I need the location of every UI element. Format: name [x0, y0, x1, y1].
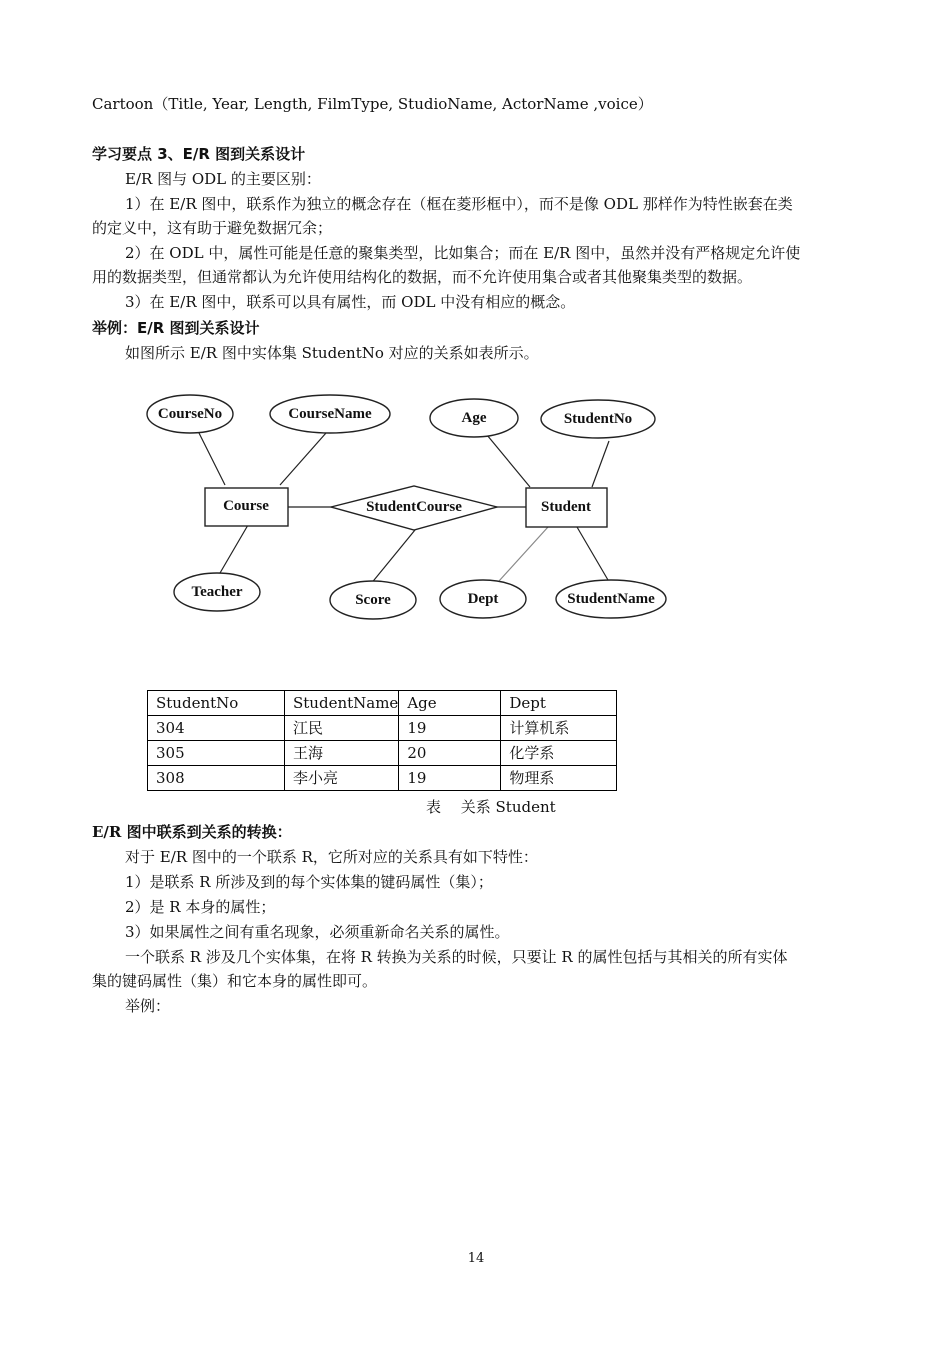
attr-dept-label: Dept: [467, 591, 499, 607]
section-heading: E/R 图中联系到关系的转换：: [92, 823, 292, 841]
table-row: [148, 716, 617, 741]
table-cell: 江民: [285, 716, 399, 741]
connector-line: [198, 431, 225, 485]
paragraph: 一个联系 R 涉及几个实体集，在将 R 转换为关系的时候，只要让 R 的属性包括与其相关的所有实体: [125, 948, 788, 966]
student-relation-table: [147, 690, 617, 791]
attr-score-label: Score: [355, 592, 391, 608]
paragraph: 3）如果属性之间有重名现象，必须重新命名关系的属性。: [125, 923, 510, 941]
attr-coursename-label: CourseName: [288, 406, 372, 422]
attr-studentno-label: StudentNo: [563, 411, 633, 427]
paragraph: 3）在 E/R 图中，联系可以具有属性，而 ODL 中没有相应的概念。: [125, 293, 576, 311]
table-cell: 计算机系: [501, 716, 617, 741]
table-header-cell: StudentName: [285, 691, 399, 716]
table-cell: 李小亮: [285, 766, 399, 791]
table-caption: 表 关系 Student: [426, 798, 556, 816]
table-cell: 王海: [285, 741, 399, 766]
example-heading: 举例：E/R 图到关系设计: [92, 319, 260, 337]
table-header-cell: Dept: [501, 691, 617, 716]
section-heading: 学习要点 3、E/R 图到关系设计: [92, 145, 306, 163]
paragraph: 如图所示 E/R 图中实体集 StudentNo 对应的关系如表所示。: [125, 344, 539, 362]
connector-line: [577, 527, 608, 580]
paragraph: 1）在 E/R 图中，联系作为独立的概念存在（框在菱形框中），而不是像 ODL 那样作为特性嵌套在类: [125, 195, 793, 213]
paragraph: 用的数据类型，但通常都认为允许使用结构化的数据，而不允许使用集合或者其他聚集类型的数据。: [92, 268, 753, 286]
attr-studentname-label: StudentName: [567, 591, 655, 607]
table-row: [148, 741, 617, 766]
attr-age-label: Age: [461, 410, 487, 426]
connector-line: [592, 441, 609, 487]
table-cell: 304: [148, 716, 285, 741]
entity-course-label: Course: [223, 498, 269, 514]
schema-line: Cartoon（Title, Year, Length, FilmType, StudioName, ActorName ,voice）: [92, 95, 653, 113]
connector-line: [280, 433, 326, 485]
table-cell: 化学系: [501, 741, 617, 766]
table-cell: 308: [148, 766, 285, 791]
table-row: [148, 766, 617, 791]
table-header-row: [148, 691, 617, 716]
table-cell: 物理系: [501, 766, 617, 791]
table-cell: 19: [399, 766, 501, 791]
attr-courseno-label: CourseNo: [157, 406, 223, 422]
connector-line: [370, 530, 415, 585]
paragraph: 集的键码属性（集）和它本身的属性即可。: [92, 972, 378, 990]
relationship-label: StudentCourse: [366, 499, 462, 515]
table-header-cell: Age: [399, 691, 501, 716]
table-header-cell: StudentNo: [148, 691, 285, 716]
entity-student-label: Student: [540, 499, 592, 515]
table-cell: 305: [148, 741, 285, 766]
paragraph: 举例：: [125, 997, 171, 1015]
table-cell: 20: [399, 741, 501, 766]
er-diagram: [130, 385, 690, 645]
table-cell: 19: [399, 716, 501, 741]
paragraph: 对于 E/R 图中的一个联系 R，它所对应的关系具有如下特性：: [125, 848, 538, 866]
connector-line: [220, 525, 248, 573]
paragraph: 的定义中，这有助于避免数据冗余；: [92, 219, 333, 237]
paragraph: 1）是联系 R 所涉及到的每个实体集的键码属性（集）；: [125, 873, 493, 891]
connector-line: [487, 435, 530, 487]
paragraph: E/R 图与 ODL 的主要区别：: [125, 170, 321, 188]
attr-teacher-label: Teacher: [191, 584, 243, 600]
paragraph: 2）是 R 本身的属性；: [125, 898, 276, 916]
paragraph: 2）在 ODL 中，属性可能是任意的聚集类型，比如集合；而在 E/R 图中，虽然并没有严格规定允许使: [125, 244, 801, 262]
connector-line: [499, 527, 548, 581]
page-number: 14: [467, 1251, 485, 1266]
